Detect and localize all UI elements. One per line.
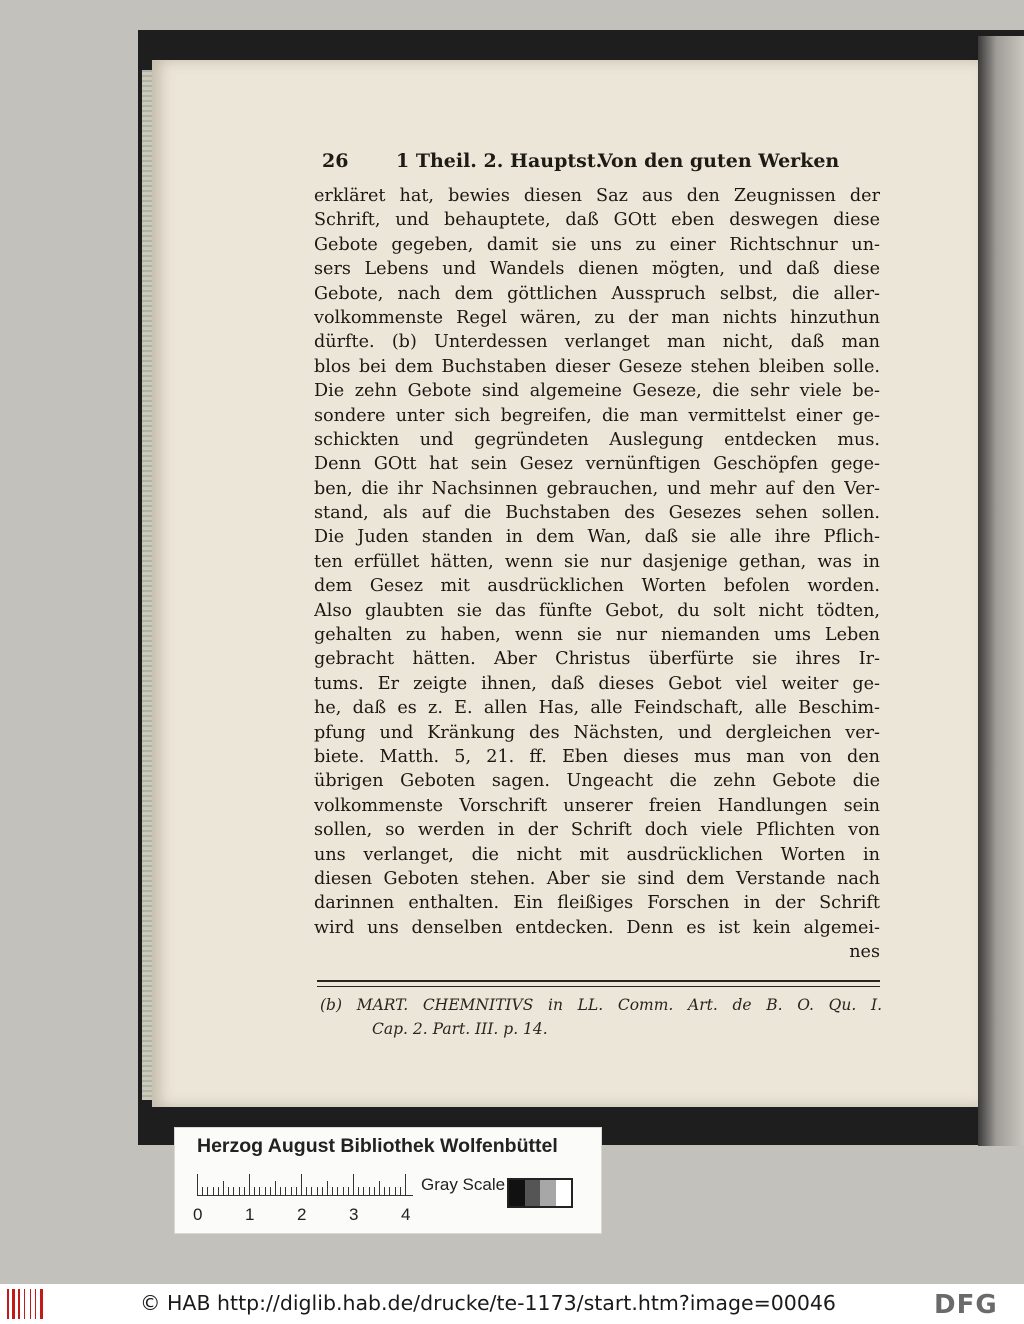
footnote (320, 993, 882, 1041)
text-line: sollen, so werden in der Schrift doch viele Pflichten von (314, 820, 880, 841)
text-line: volkommenste Vorschrift unserer freien Handlungen sein (314, 795, 880, 816)
ruler-baseline (197, 1195, 413, 1196)
text-line: nes (849, 942, 880, 963)
barcode-bar (40, 1289, 43, 1319)
ruler-tick (395, 1187, 396, 1196)
ruler-tick (306, 1187, 307, 1196)
text-line: sondere unter sich begreifen, die man vermittelst einer ge- (314, 405, 880, 426)
opposite-page-edge (978, 36, 1024, 1146)
barcode-bar (7, 1289, 9, 1319)
text-line: übrigen Geboten sagen. Ungeacht die zehn Gebote die (314, 771, 880, 792)
ruler-tick (374, 1187, 375, 1196)
text-line: stand, als auf die Buchstaben des Gesezes sehen sollen. (314, 503, 880, 524)
scale-number: 1 (245, 1205, 255, 1224)
barcode-bar (24, 1289, 25, 1319)
ruler-tick (296, 1187, 297, 1196)
ruler-tick (265, 1187, 266, 1196)
text-line: Denn GOtt hat sein Gesez vernünftigen Geschöpfen gege- (314, 454, 880, 475)
ruler-tick (301, 1174, 302, 1196)
ruler-tick (379, 1181, 380, 1196)
library-name: Herzog August Bibliothek Wolfenbüttel (197, 1135, 558, 1157)
ruler-tick (249, 1174, 250, 1196)
text-line: gebracht hätten. Aber Christus überfürte sie ihres Ir- (314, 649, 880, 670)
ruler-tick (363, 1187, 364, 1196)
ruler-tick (332, 1187, 333, 1196)
grayscale-swatch (556, 1180, 572, 1206)
ruler-tick (218, 1187, 219, 1196)
text-line: Gebote gegeben, damit sie uns zu einer Richtschnur un- (314, 234, 880, 255)
ruler-tick (280, 1187, 281, 1196)
scale-number: 0 (193, 1205, 203, 1224)
text-line: Die Juden standen in dem Wan, daß sie alle ihre Pflich- (314, 527, 880, 548)
dfg-logo: DFG (934, 1290, 998, 1320)
grayscale-swatch (525, 1180, 541, 1206)
text-line: Also glaubten sie das fünfte Gebot, du solt nicht tödten, (314, 600, 880, 621)
ruler-tick (197, 1174, 198, 1196)
scale-number: 4 (401, 1205, 411, 1224)
text-line: dürfte. (b) Unterdessen verlanget man nicht, daß man (314, 332, 880, 353)
measurement-ruler (197, 1174, 413, 1196)
ruler-tick (213, 1187, 214, 1196)
text-line: he, daß es z. E. allen Has, alle Feindschaft, alle Beschim- (314, 698, 880, 719)
ruler-scale-numbers (193, 1205, 423, 1229)
ruler-tick (358, 1187, 359, 1196)
ruler-tick (285, 1187, 286, 1196)
grayscale-swatch (540, 1180, 556, 1206)
ruler-tick (207, 1187, 208, 1196)
barcode-icon (6, 1287, 46, 1321)
page-number: 26 (322, 150, 349, 172)
text-line: blos bei dem Buchstaben dieser Geseze stehen bleiben solle. (314, 356, 880, 377)
barcode-bar (18, 1289, 20, 1319)
ruler-tick (233, 1187, 234, 1196)
footnote-rule (317, 980, 880, 987)
text-line: Gebote, nach dem göttlichen Ausspruch selbst, die aller- (314, 283, 880, 304)
ruler-tick (389, 1187, 390, 1196)
text-line: biete. Matth. 5, 21. ff. Eben dieses mus man von den (314, 746, 880, 767)
ruler-tick (239, 1187, 240, 1196)
text-line: erkläret hat, bewies diesen Saz aus den Zeugnissen der (314, 186, 880, 206)
ruler-tick (228, 1187, 229, 1196)
barcode-bar (12, 1289, 15, 1319)
ruler-tick (311, 1187, 312, 1196)
ruler-tick (353, 1174, 354, 1196)
barcode-bar (35, 1289, 36, 1319)
ruler-tick (337, 1187, 338, 1196)
text-line: diesen Geboten stehen. Aber sie sind dem Verstande nach (314, 868, 880, 889)
text-line: darinnen enthalten. Ein fleißiges Forschen in der Schrift (314, 893, 880, 914)
copyright-url: © HAB http://diglib.hab.de/drucke/te-1173/start.htm?image=00046 (140, 1291, 836, 1315)
text-line: schickten und gegründeten Auslegung entdecken mus. (314, 429, 880, 450)
ruler-tick (400, 1187, 401, 1196)
ruler-tick (254, 1187, 255, 1196)
grayscale-label: Gray Scale (421, 1175, 506, 1194)
footer-bar (0, 1284, 1024, 1324)
scale-number: 3 (349, 1205, 359, 1224)
ruler-tick (405, 1174, 406, 1196)
grayscale-swatches (507, 1178, 573, 1208)
ruler-tick (322, 1187, 323, 1196)
scale-number: 2 (297, 1205, 307, 1224)
ruler-tick (259, 1187, 260, 1196)
text-line: ben, die ihr Nachsinnen gebrauchen, und mehr auf den Ver- (314, 478, 880, 499)
running-head-chapter: Von den guten Werken (598, 150, 840, 172)
running-head-part: 1 Theil. 2. Hauptst. (396, 150, 603, 172)
ruler-tick (369, 1187, 370, 1196)
footnote-line: (b) MART. CHEMNITIVS in LL. Comm. Art. de B. O. Qu. I. (320, 996, 882, 1014)
ruler-tick (317, 1187, 318, 1196)
barcode-bar (30, 1289, 31, 1319)
body-text (314, 184, 880, 965)
ruler-tick (327, 1181, 328, 1196)
ruler-tick (223, 1181, 224, 1196)
text-line: gehalten zu haben, wenn sie nur niemanden ums Leben (314, 625, 880, 646)
ruler-tick (270, 1187, 271, 1196)
text-line: pfung und Kränkung des Nächsten, und dergleichen ver- (314, 722, 880, 743)
ruler-tick (275, 1181, 276, 1196)
grayscale-swatch (509, 1180, 525, 1206)
ruler-tick (244, 1187, 245, 1196)
ruler-tick (348, 1187, 349, 1196)
ruler-tick (384, 1187, 385, 1196)
footnote-line: Cap. 2. Part. III. p. 14. (372, 1020, 548, 1038)
text-line: Die zehn Gebote sind algemeine Geseze, die sehr viele be- (314, 381, 880, 402)
ruler-tick (343, 1187, 344, 1196)
text-line: volkommenste Regel wären, zu der man nichts hinzuthun (314, 307, 880, 328)
library-label-card (174, 1127, 602, 1234)
text-line: tums. Er zeigte ihnen, daß dieses Gebot viel weiter ge- (314, 673, 880, 694)
text-line: uns verlanget, die nicht mit ausdrücklichen Worten in (314, 844, 880, 865)
ruler-tick (291, 1187, 292, 1196)
text-line: ten erfüllet hätten, wenn sie nur dasjenige gethan, was in (314, 551, 880, 572)
text-line: dem Gesez mit ausdrücklichen Worten befolen worden. (314, 576, 880, 597)
text-line: sers Lebens und Wandels dienen mögten, und daß diese (314, 259, 880, 280)
text-line: Schrift, und behauptete, daß GOtt eben deswegen diese (314, 210, 880, 231)
text-line: wird uns denselben entdecken. Denn es ist kein algemei- (314, 917, 880, 938)
ruler-tick (202, 1187, 203, 1196)
